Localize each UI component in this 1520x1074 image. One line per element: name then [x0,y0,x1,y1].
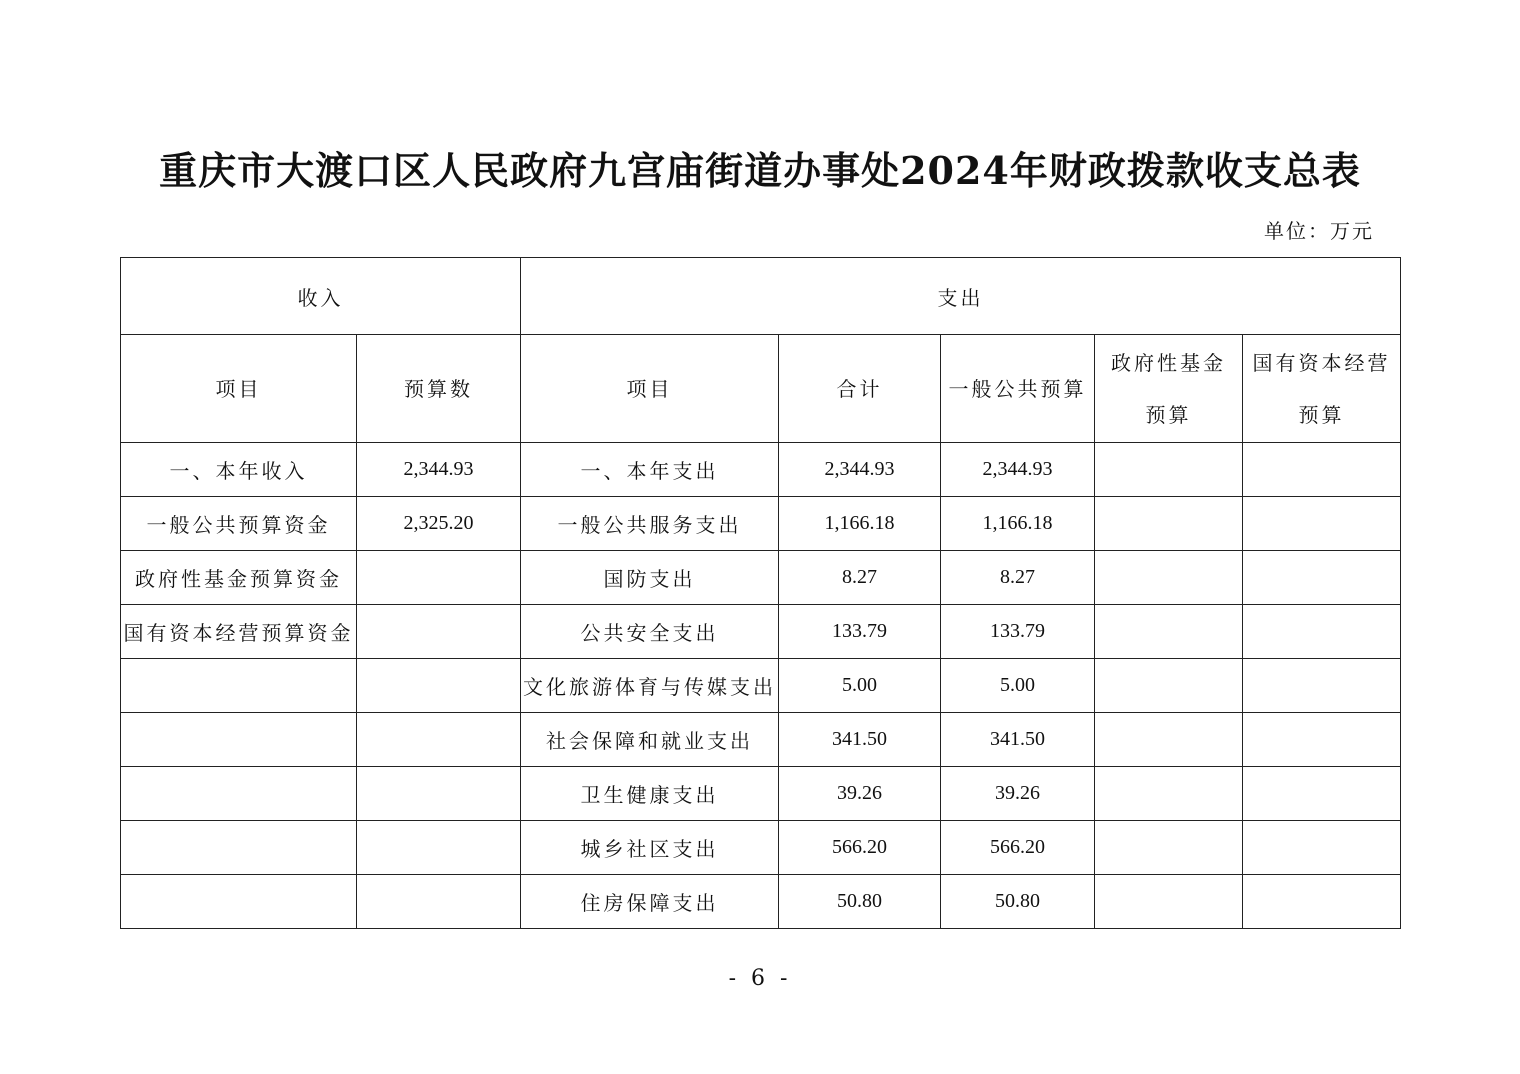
expense-item-cell: 卫生健康支出 [521,767,779,821]
gov-fund-cell [1095,443,1243,497]
general-budget-cell: 50.80 [941,875,1095,929]
page-title: 重庆市大渡口区人民政府九宫庙街道办事处2024年财政拨款收支总表 [159,148,1361,193]
income-item-cell [121,659,357,713]
total-cell: 1,166.18 [779,497,941,551]
income-amount-cell [357,821,521,875]
table-row [121,605,1401,659]
general-budget-cell: 341.50 [941,713,1095,767]
table-row [121,551,1401,605]
expense-item-cell: 公共安全支出 [521,605,779,659]
general-budget-cell: 5.00 [941,659,1095,713]
expense-item-cell: 文化旅游体育与传媒支出 [521,659,779,713]
gov-fund-cell [1095,713,1243,767]
income-amount-cell [357,659,521,713]
table-row [121,767,1401,821]
income-item-cell [121,875,357,929]
header-income-item: 项目 [121,335,357,443]
header-gov-fund-budget [1095,335,1243,443]
state-capital-cell [1243,713,1401,767]
general-budget-cell: 2,344.93 [941,443,1095,497]
gov-fund-cell [1095,821,1243,875]
budget-table [120,257,1401,929]
expense-item-cell: 一、本年支出 [521,443,779,497]
income-amount-cell [357,767,521,821]
income-group-header: 收入 [121,258,521,335]
gov-fund-cell [1095,605,1243,659]
income-item-cell: 政府性基金预算资金 [121,551,357,605]
income-item-cell: 一般公共预算资金 [121,497,357,551]
general-budget-cell: 1,166.18 [941,497,1095,551]
expense-item-cell: 住房保障支出 [521,875,779,929]
header-income-budget: 预算数 [357,335,521,443]
income-item-cell [121,821,357,875]
header-general-budget: 一般公共预算 [941,335,1095,443]
expense-item-cell: 一般公共服务支出 [521,497,779,551]
header-total: 合计 [779,335,941,443]
header-expense-item: 项目 [521,335,779,443]
total-cell: 50.80 [779,875,941,929]
header-state-capital-line1: 国有资本经营 [1252,350,1391,375]
table-row [121,713,1401,767]
state-capital-cell [1243,659,1401,713]
total-cell: 39.26 [779,767,941,821]
general-budget-cell: 566.20 [941,821,1095,875]
total-cell: 5.00 [779,659,941,713]
column-header-row [121,335,1401,443]
income-amount-cell [357,713,521,767]
header-state-capital-line2: 预算 [1298,402,1345,427]
table-row [121,497,1401,551]
income-amount-cell: 2,344.93 [357,443,521,497]
income-amount-cell: 2,325.20 [357,497,521,551]
total-cell: 566.20 [779,821,941,875]
income-amount-cell [357,875,521,929]
total-cell: 2,344.93 [779,443,941,497]
total-cell: 8.27 [779,551,941,605]
state-capital-cell [1243,497,1401,551]
state-capital-cell [1243,551,1401,605]
expense-item-cell: 社会保障和就业支出 [521,713,779,767]
table-row [121,443,1401,497]
income-amount-cell [357,605,521,659]
state-capital-cell [1243,443,1401,497]
income-item-cell: 国有资本经营预算资金 [121,605,357,659]
income-item-cell: 一、本年收入 [121,443,357,497]
state-capital-cell [1243,821,1401,875]
gov-fund-cell [1095,767,1243,821]
header-gov-fund-line1: 政府性基金 [1111,350,1226,375]
state-capital-cell [1243,767,1401,821]
table-row [121,821,1401,875]
table-row [121,659,1401,713]
expense-item-cell: 国防支出 [521,551,779,605]
general-budget-cell: 133.79 [941,605,1095,659]
gov-fund-cell [1095,497,1243,551]
total-cell: 341.50 [779,713,941,767]
general-budget-cell: 39.26 [941,767,1095,821]
total-cell: 133.79 [779,605,941,659]
header-state-capital-budget [1243,335,1401,443]
state-capital-cell [1243,605,1401,659]
unit-label: 单位：万元 [1264,219,1374,243]
state-capital-cell [1243,875,1401,929]
income-amount-cell [357,551,521,605]
header-gov-fund-line2: 预算 [1145,402,1192,427]
expense-item-cell: 城乡社区支出 [521,821,779,875]
page-number: - 6 - [728,966,792,991]
table-row [121,875,1401,929]
general-budget-cell: 8.27 [941,551,1095,605]
gov-fund-cell [1095,875,1243,929]
group-header-row [121,258,1401,335]
gov-fund-cell [1095,659,1243,713]
gov-fund-cell [1095,551,1243,605]
expense-group-header: 支出 [521,258,1401,335]
income-item-cell [121,767,357,821]
income-item-cell [121,713,357,767]
